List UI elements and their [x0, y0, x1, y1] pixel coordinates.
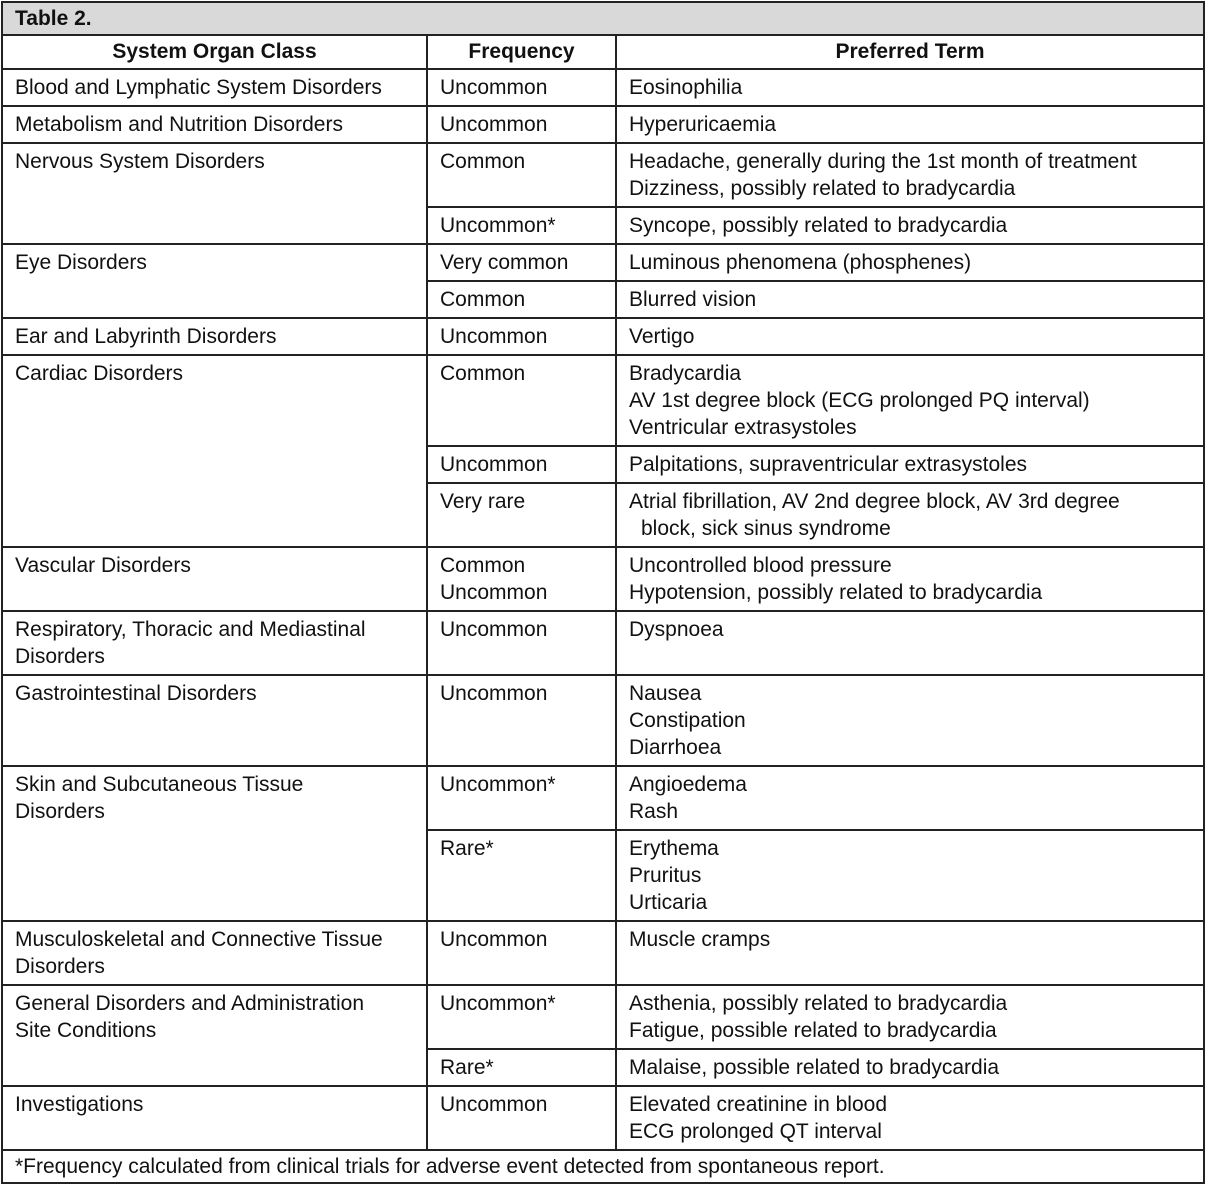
system-organ-class-text: Blood and Lymphatic System Disorders [15, 76, 382, 99]
preferred-term-cell [616, 69, 1204, 106]
frequency-text: Very rare [440, 490, 526, 513]
preferred-term-cell [616, 766, 1204, 830]
preferred-term-text: Malaise, possible related to bradycardia [629, 1056, 1000, 1079]
frequency-cell [427, 207, 616, 244]
preferred-term-text: Pruritus [629, 864, 702, 887]
system-organ-class-cell [2, 143, 427, 244]
system-organ-class-text: Disorders [15, 645, 105, 668]
table-row [2, 143, 1204, 207]
frequency-text: Common [440, 150, 526, 173]
preferred-term-cell [616, 106, 1204, 143]
system-organ-class-cell [2, 69, 427, 106]
preferred-term-text: ECG prolonged QT interval [629, 1120, 882, 1143]
preferred-term-text: Hyperuricaemia [629, 113, 777, 136]
preferred-term-text: Palpitations, supraventricular extrasystoles [629, 453, 1028, 476]
preferred-term-text: AV 1st degree block (ECG prolonged PQ interval) [629, 389, 1090, 412]
table-row [2, 547, 1204, 611]
preferred-term-text: Vertigo [629, 325, 695, 348]
frequency-cell [427, 281, 616, 318]
preferred-term-text: Nausea [629, 682, 702, 705]
preferred-term-text: Asthenia, possibly related to bradycardia [629, 992, 1008, 1015]
frequency-text: Uncommon [440, 325, 548, 348]
preferred-term-cell [616, 921, 1204, 985]
preferred-term-text: Dizziness, possibly related to bradycardia [629, 177, 1016, 200]
frequency-cell [427, 830, 616, 921]
system-organ-class-text: Musculoskeletal and Connective Tissue [15, 928, 383, 951]
preferred-term-cell [616, 611, 1204, 675]
frequency-text: Uncommon [440, 581, 548, 604]
system-organ-class-cell [2, 611, 427, 675]
system-organ-class-text: Skin and Subcutaneous Tissue [15, 773, 304, 796]
system-organ-class-cell [2, 766, 427, 921]
preferred-term-text: Ventricular extrasystoles [629, 416, 857, 439]
frequency-cell [427, 69, 616, 106]
header-row [2, 35, 1204, 69]
preferred-term-cell [616, 446, 1204, 483]
frequency-cell [427, 1086, 616, 1150]
table-row [2, 106, 1204, 143]
table-row [2, 1086, 1204, 1150]
preferred-term-text: Dyspnoea [629, 618, 724, 641]
adverse-reactions-table [1, 1, 1205, 1184]
preferred-term-cell [616, 355, 1204, 446]
frequency-cell [427, 985, 616, 1049]
frequency-text: Uncommon [440, 928, 548, 951]
preferred-term-cell [616, 143, 1204, 207]
frequency-cell [427, 355, 616, 446]
table-row [2, 675, 1204, 766]
table-row [2, 766, 1204, 830]
frequency-cell [427, 446, 616, 483]
system-organ-class-cell [2, 1086, 427, 1150]
frequency-cell [427, 675, 616, 766]
preferred-term-cell [616, 281, 1204, 318]
frequency-text: Uncommon* [440, 992, 556, 1015]
preferred-term-text: Atrial fibrillation, AV 2nd degree block, AV 3rd degree [629, 490, 1120, 513]
preferred-term-text: Uncontrolled blood pressure [629, 554, 892, 577]
preferred-term-text: Bradycardia [629, 362, 742, 385]
system-organ-class-text: Gastrointestinal Disorders [15, 682, 257, 705]
preferred-term-cell [616, 1049, 1204, 1086]
table-title: Table 2. [2, 2, 1204, 35]
system-organ-class-text: Nervous System Disorders [15, 150, 265, 173]
system-organ-class-text: Site Conditions [15, 1019, 157, 1042]
frequency-cell [427, 921, 616, 985]
frequency-text: Uncommon [440, 76, 548, 99]
header-frequency: Frequency [427, 35, 616, 69]
table-row [2, 318, 1204, 355]
preferred-term-text: Urticaria [629, 891, 708, 914]
system-organ-class-cell [2, 318, 427, 355]
table-row [2, 244, 1204, 281]
frequency-cell [427, 766, 616, 830]
frequency-text: Uncommon* [440, 214, 556, 237]
frequency-text: Uncommon [440, 113, 548, 136]
footnote: *Frequency calculated from clinical trials for adverse event detected from spontaneous report. [2, 1150, 1204, 1183]
preferred-term-cell [616, 985, 1204, 1049]
frequency-cell [427, 143, 616, 207]
frequency-cell [427, 483, 616, 547]
system-organ-class-text: Cardiac Disorders [15, 362, 184, 385]
system-organ-class-cell [2, 985, 427, 1086]
preferred-term-text: Syncope, possibly related to bradycardia [629, 214, 1008, 237]
frequency-text: Uncommon [440, 682, 548, 705]
frequency-text: Uncommon [440, 1093, 548, 1116]
preferred-term-text: Constipation [629, 709, 746, 732]
preferred-term-cell [616, 547, 1204, 611]
preferred-term-text: Muscle cramps [629, 928, 771, 951]
system-organ-class-cell [2, 921, 427, 985]
system-organ-class-text: Disorders [15, 800, 105, 823]
preferred-term-text: Angioedema [629, 773, 747, 796]
preferred-term-text: Luminous phenomena (phosphenes) [629, 251, 972, 274]
frequency-cell [427, 611, 616, 675]
preferred-term-text: Erythema [629, 837, 719, 860]
frequency-text: Common [440, 288, 526, 311]
preferred-term-text: Blurred vision [629, 288, 757, 311]
system-organ-class-text: Disorders [15, 955, 105, 978]
preferred-term-cell [616, 244, 1204, 281]
preferred-term-cell [616, 207, 1204, 244]
preferred-term-text: Headache, generally during the 1st month of treatment [629, 150, 1137, 173]
table-row [2, 355, 1204, 446]
system-organ-class-text: Respiratory, Thoracic and Mediastinal [15, 618, 366, 641]
preferred-term-cell [616, 675, 1204, 766]
system-organ-class-text: Metabolism and Nutrition Disorders [15, 113, 343, 136]
frequency-text: Common [440, 362, 526, 385]
preferred-term-text: Eosinophilia [629, 76, 743, 99]
frequency-cell [427, 547, 616, 611]
frequency-cell [427, 106, 616, 143]
preferred-term-text: Fatigue, possible related to bradycardia [629, 1019, 997, 1042]
table-row [2, 921, 1204, 985]
table-row [2, 69, 1204, 106]
preferred-term-text: Rash [629, 800, 679, 823]
system-organ-class-text: Vascular Disorders [15, 554, 191, 577]
preferred-term-cell [616, 1086, 1204, 1150]
system-organ-class-cell [2, 244, 427, 318]
frequency-text: Uncommon [440, 618, 548, 641]
table-row [2, 985, 1204, 1049]
system-organ-class-text: Investigations [15, 1093, 144, 1116]
system-organ-class-cell [2, 106, 427, 143]
header-preferred-term: Preferred Term [616, 35, 1204, 69]
frequency-cell [427, 244, 616, 281]
frequency-text: Uncommon [440, 453, 548, 476]
frequency-text: Uncommon* [440, 773, 556, 796]
preferred-term-text: Diarrhoea [629, 736, 722, 759]
preferred-term-cell [616, 830, 1204, 921]
system-organ-class-text: General Disorders and Administration [15, 992, 365, 1015]
frequency-text: Rare* [440, 1056, 494, 1079]
frequency-text: Rare* [440, 837, 494, 860]
frequency-text: Very common [440, 251, 569, 274]
system-organ-class-cell [2, 675, 427, 766]
table-row [2, 611, 1204, 675]
preferred-term-text: Hypotension, possibly related to bradycardia [629, 581, 1043, 604]
table-body [2, 69, 1204, 1150]
system-organ-class-text: Ear and Labyrinth Disorders [15, 325, 277, 348]
system-organ-class-text: Eye Disorders [15, 251, 147, 274]
preferred-term-cell [616, 318, 1204, 355]
system-organ-class-cell [2, 547, 427, 611]
system-organ-class-cell [2, 355, 427, 547]
frequency-text: Common [440, 554, 526, 577]
preferred-term-cell [616, 483, 1204, 547]
header-system-organ-class: System Organ Class [2, 35, 427, 69]
preferred-term-text: Elevated creatinine in blood [629, 1093, 888, 1116]
preferred-term-text: block, sick sinus syndrome [641, 517, 891, 540]
frequency-cell [427, 318, 616, 355]
frequency-cell [427, 1049, 616, 1086]
